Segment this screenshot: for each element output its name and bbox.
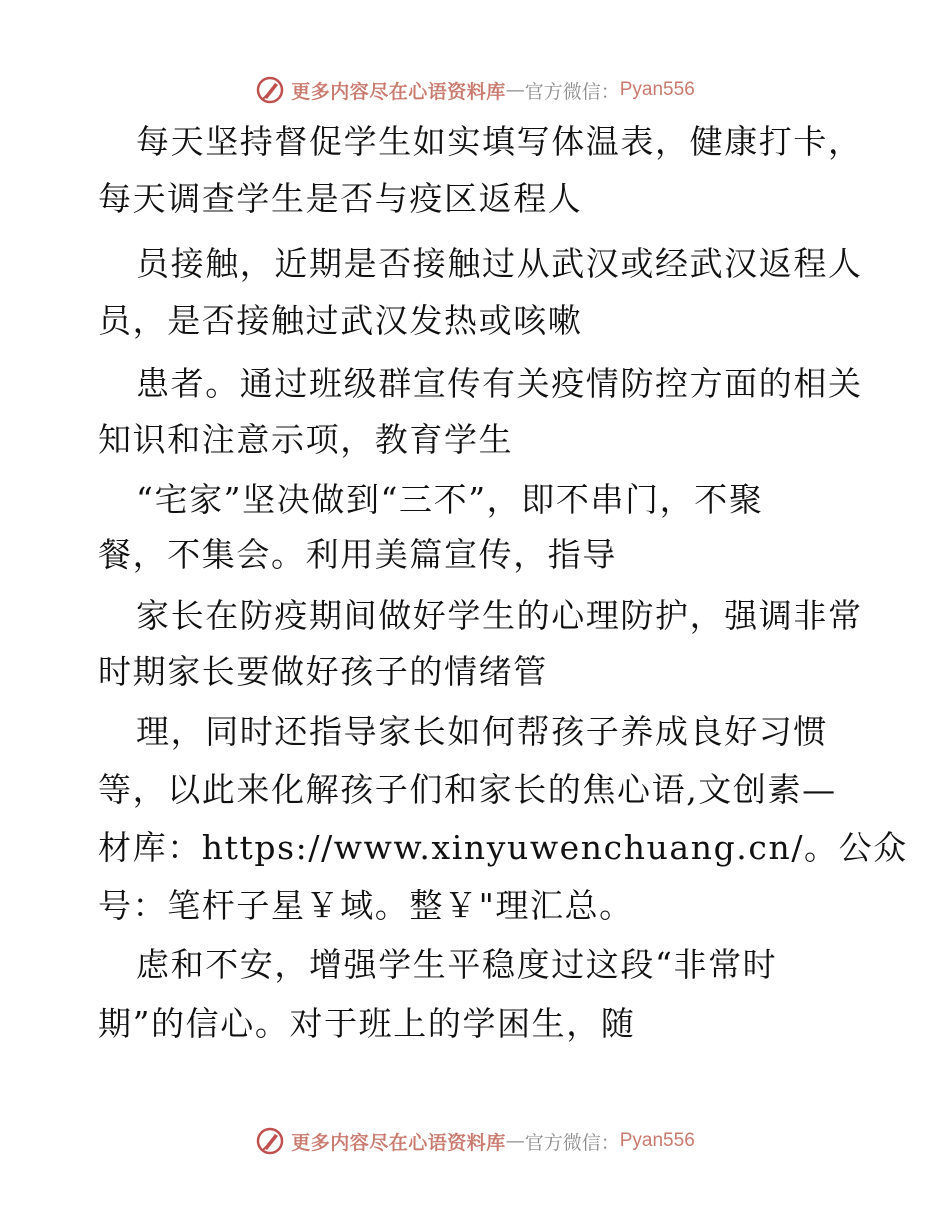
text-line: 餐，不集会。利用美篇宣传，指导 [98, 535, 617, 574]
quill-logo-icon [255, 1126, 285, 1156]
text-line: 号：笔杆子星￥域。整￥"理汇总。 [98, 886, 634, 925]
text-line: 理，同时还指导家长如何帮孩子养成良好习惯 [136, 712, 828, 751]
text-line: 家长在防疫期间做好学生的心理防护，强调非常 [136, 596, 863, 635]
text-line: 员，是否接触过武汉发热或咳嗽 [98, 301, 583, 340]
text-line: 时期家长要做好孩子的情绪管 [98, 652, 548, 691]
text-line: 患者。通过班级群宣传有关疫情防控方面的相关 [136, 364, 863, 403]
header-wechat-id: Pyan556 [619, 79, 695, 100]
text-line: 每天坚持督促学生如实填写体温表，健康打卡， [136, 122, 863, 161]
text-line: 等，以此来化解孩子们和家长的焦心语,文创素— [98, 770, 837, 809]
header-separator: — [505, 79, 525, 101]
header-wechat-label: 官方微信： [524, 80, 620, 103]
text-line: 知识和注意示项，教育学生 [98, 420, 514, 459]
footer-brand: 更多内容尽在心语资料库 [291, 1131, 506, 1154]
text-line: 材库：https://www.xinyuwenchuang.cn/。公众 [98, 828, 908, 867]
footer-watermark [0, 1121, 950, 1161]
text-line: 期”的信心。对于班上的学困生，随 [98, 1004, 636, 1043]
text-line: 每天调查学生是否与疫区返程人 [98, 179, 583, 218]
header-brand: 更多内容尽在心语资料库 [291, 80, 506, 103]
text-line: 虑和不安，增强学生平稳度过这段“非常时 [136, 945, 778, 984]
header-watermark [0, 70, 950, 110]
footer-wechat-id: Pyan556 [619, 1130, 695, 1151]
footer-wechat-label: 官方微信： [524, 1131, 620, 1154]
quill-logo-icon [255, 75, 285, 105]
footer-separator: — [505, 1130, 525, 1152]
text-line: “宅家”坚决做到“三不”，即不串门，不聚 [136, 480, 764, 519]
text-line: 员接触，近期是否接触过从武汉或经武汉返程人 [136, 244, 863, 283]
